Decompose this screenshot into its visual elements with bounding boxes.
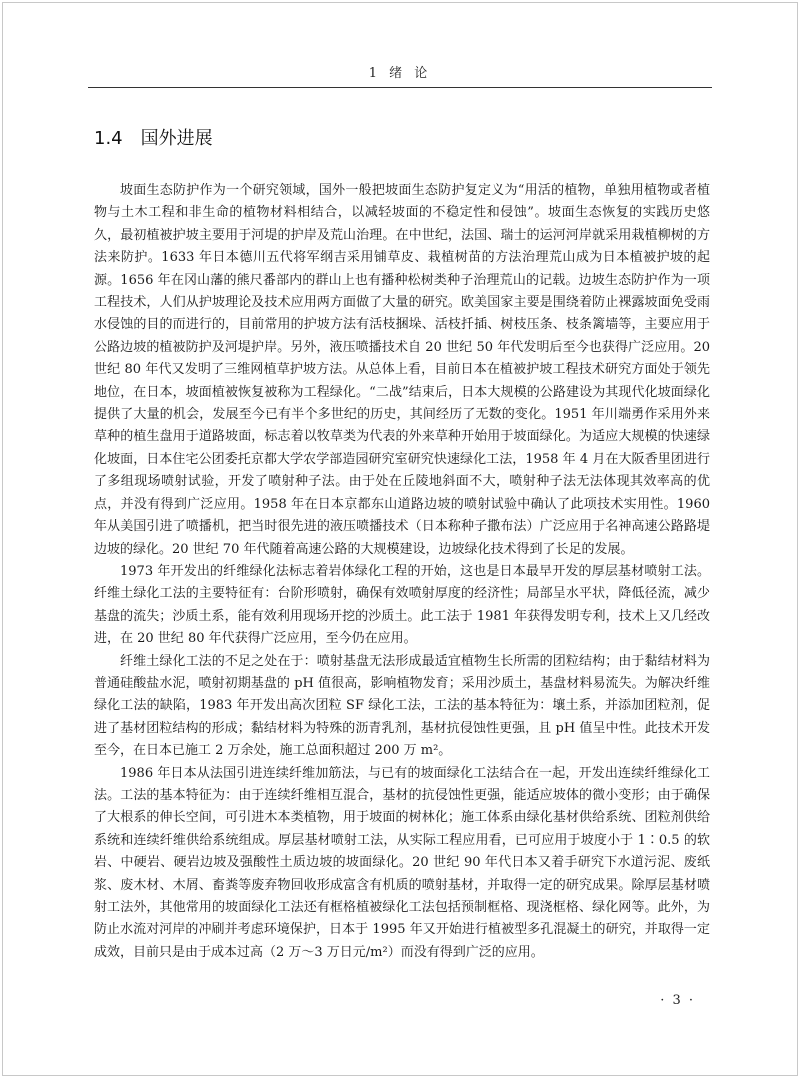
section-heading [94,124,213,150]
header-rule [88,87,712,88]
paragraph: 坡面生态防护作为一个研究领域，国外一般把坡面生态防护复定义为“用活的植物，单独用植物或者植物与土木工程和非生命的植物材料相结合，以减轻坡面的不稳定性和侵蚀”。坡面生态恢复的实践历史悠久，最初植被护坡主要用于河堤的护岸及荒山治理。在中世纪，法国、瑞士的运河河岸就采用栽植柳树的方法来防护。1633 年日本德川五代将军纲吉采用铺草皮、栽植树苗的方法治理荒山成为日本植被护坡的起源。1656 年在冈山藩的熊尺番部内的群山上也有播种松树类种子治理荒山的记载。边坡生态防护作为一项工程技术，人们从护坡理论及技术应用两方面做了大量的研究。欧美国家主要是围绕着防止裸露坡面免受雨水侵蚀的目的而进行的，目前常用的护坡方法有活枝捆垛、活枝扦插、树枝压条、枝条篱墙等，主要应用于公路边坡的植被防护及河堤护岸。另外，液压喷播技术自 20 世纪 50 年代发明后至今也获得广泛应用。20 世纪 80 年代又发明了三维网植草护坡方法。从总体上看，目前日本在植被护坡工程技术研究方面处于领先地位，在日本，坡面植被恢复被称为工程绿化。“二战”结束后，日本大规模的公路建设为其现代化坡面绿化提供了大量的机会，发展至今已有半个多世纪的历史，其间经历了无数的变化。1951 年川端勇作采用外来草种的植生盘用于道路坡面，标志着以牧草类为代表的外来草种开始用于坡面绿化。为适应大规模的快速绿化坡面，日本住宅公团委托京都大学农学部造园研究室研究快速绿化工法，1958 年 4 月在大阪香里团进行了多组现场喷射试验，开发了喷射种子法。由于处在丘陵地斜面不大，喷射种子法无法体现其效率高的优点，并没有得到广泛应用。1958 年在日本京都东山道路边坡的喷射试验中确认了此项技术实用性。1960 年从美国引进了喷播机，把当时很先进的液压喷播技术（日本称种子撒布法）广泛应用于名神高速公路路堤边坡的绿化。20 世纪 70 年代随着高速公路的大规模建设，边坡绿化技术得到了长足的发展。 [94,183,710,557]
page-number: · 3 · [660,993,695,1008]
section-number: 1.4 [94,128,123,149]
paragraph: 1986 年日本从法国引进连续纤维加筋法，与已有的坡面绿化工法结合在一起，开发出连续纤维绿化工法。工法的基本特征为：由于连续纤维相互混合，基材的抗侵蚀性更强，能适应坡体的微小变形；由于确保了大根系的伸长空间，可引进木本类植物，用于坡面的树林化；施工体系由绿化基材供给系统、团粒剂供给系统和连续纤维供给系统组成。厚层基材喷射工法，从实际工程应用看，已可应用于坡度小于 1∶0.5 的软岩、中硬岩、硬岩边坡及强酸性土质边坡的坡面绿化。20 世纪 90 年代日本又着手研究下水道污泥、废纸浆、废木材、木屑、畜粪等废弃物回收形成富含有机质的喷射基材，并取得一定的研究成果。除厚层基材喷射工法外，其他常用的坡面绿化工法还有框格植被绿化工法包括预制框格、现浇框格、绿化网等。此外，为防止水流对河岸的冲刷并考虑环境保护，日本于 1995 年又开始进行植被型多孔混凝土的研究，并取得一定成效，目前只是由于成本过高（2 万～3 万日元/m²）而没有得到广泛的应用。 [94,765,710,960]
body-text [94,180,710,964]
section-title: 国外进展 [140,128,213,149]
paragraph: 纤维土绿化工法的不足之处在于：喷射基盘无法形成最适宜植物生长所需的团粒结构；由于黏结材料为普通硅酸盐水泥，喷射初期基盘的 pH 值很高，影响植物发育；采用沙质土，基盘材料易流失。为解决纤维绿化工法的缺陷，1983 年开发出高次团粒 SF 绿化工法，工法的基本特征为：壤土系，并添加团粒剂，促进了基材团粒结构的形成；黏结材料为特殊的沥青乳剂，基材抗侵蚀性更强，且 pH 值呈中性。此技术开发至今，在日本已施工 2 万余处，施工总面积超过 200 万 m²。 [94,653,710,759]
paragraph: 1973 年开发出的纤维绿化法标志着岩体绿化工程的开始，这也是日本最早开发的厚层基材喷射工法。纤维土绿化工法的主要特征有：台阶形喷射，确保有效喷射厚度的经济性；局部呈水平状，降低径流，减少基盘的流失；沙质土系，能有效利用现场开挖的沙质土。此工法于 1981 年获得发明专利，技术上又几经改进，在 20 世纪 80 年代获得广泛应用，至今仍在应用。 [94,563,710,647]
running-header: 1 绪 论 [368,66,432,81]
